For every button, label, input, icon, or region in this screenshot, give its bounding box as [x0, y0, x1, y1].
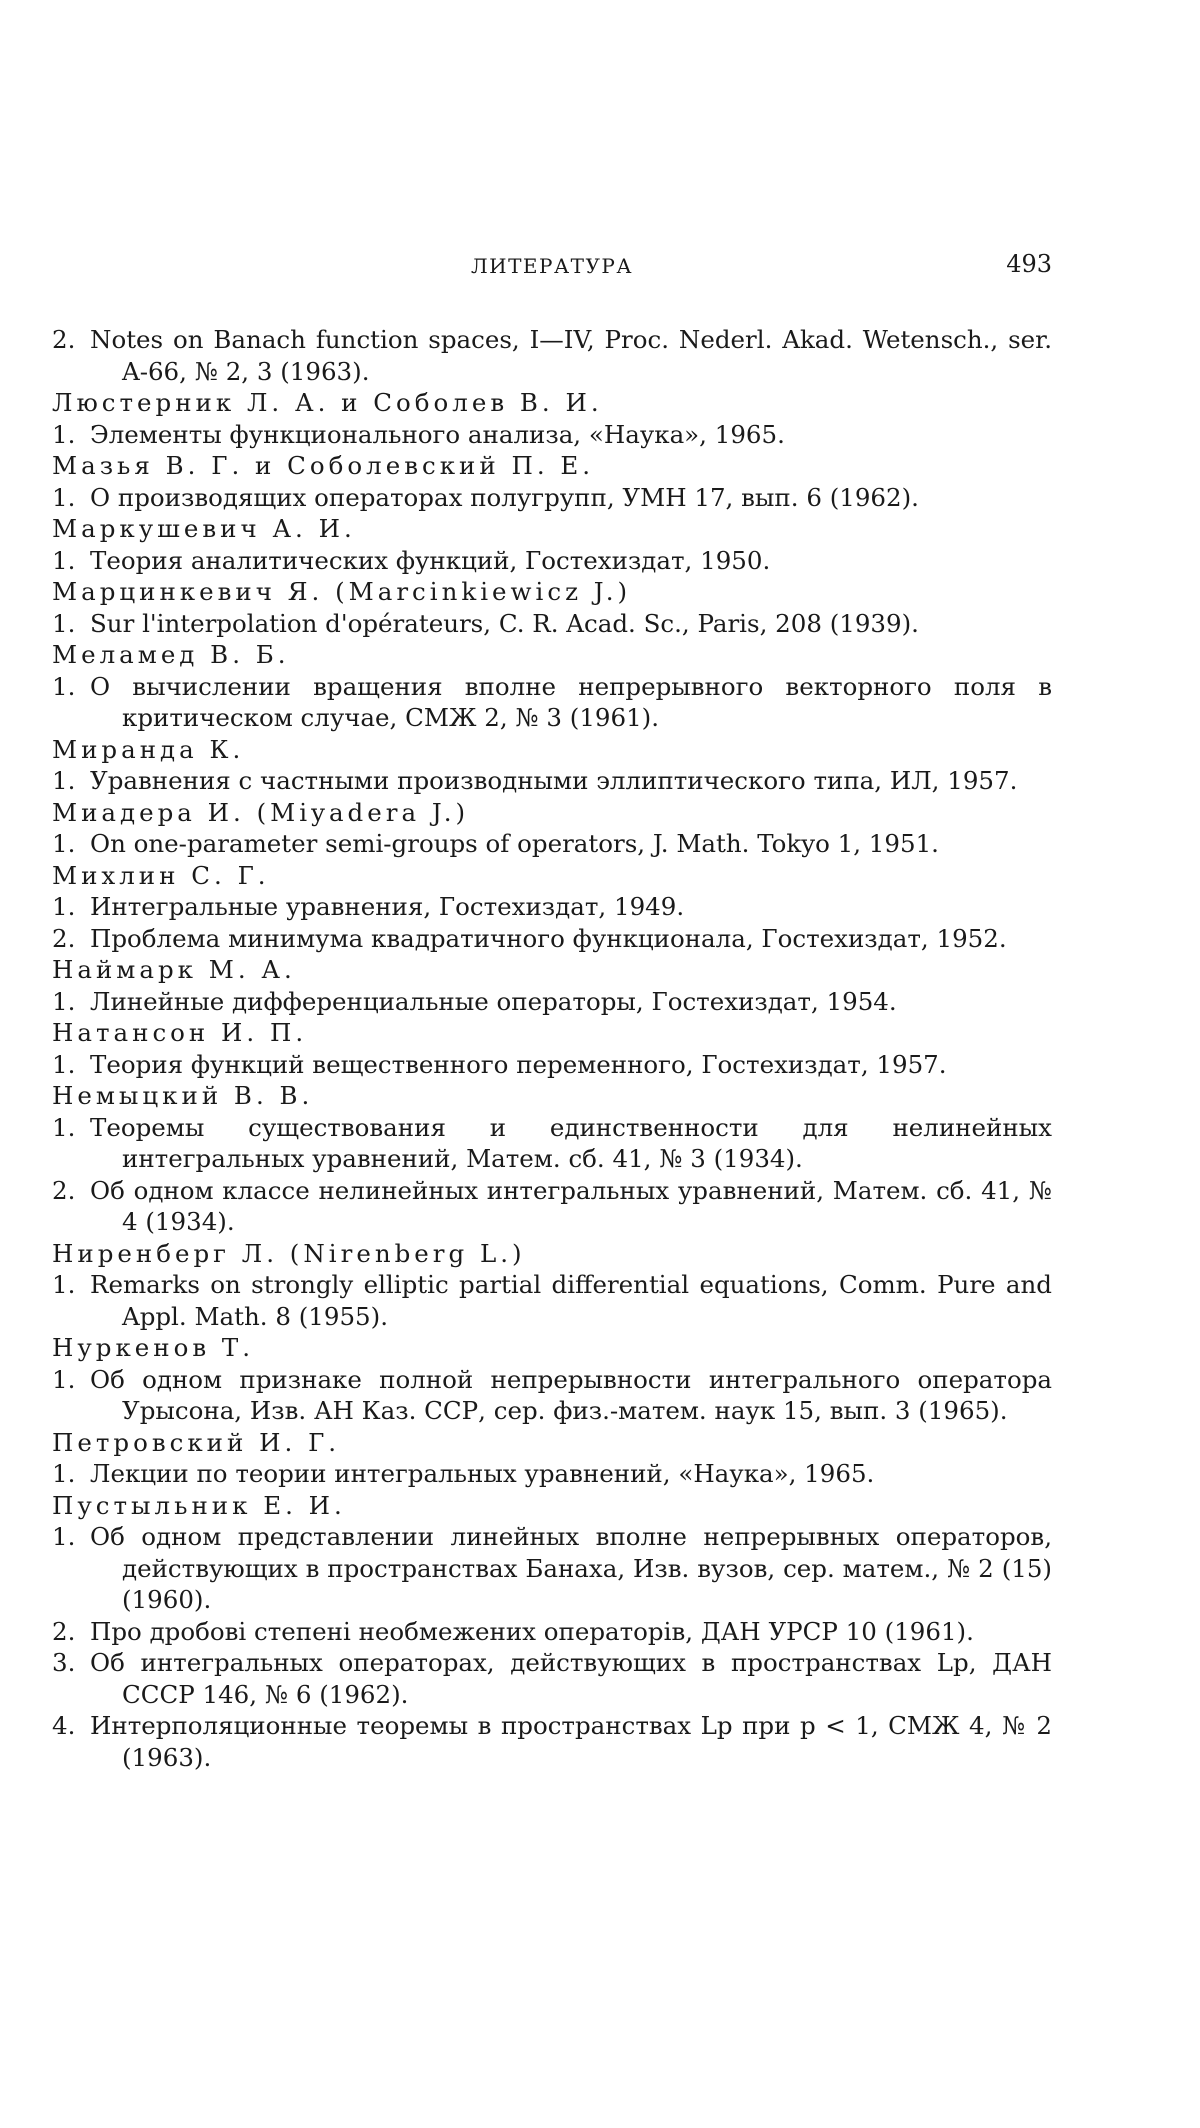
author-heading: Пустыльник Е. И. [52, 1490, 1052, 1522]
reference-item [52, 1710, 1052, 1773]
author-heading: Нуркенов Т. [52, 1332, 1052, 1364]
reference-text: О производящих операторах полугрупп, УМН 17, вып. 6 (1962). [90, 483, 919, 512]
reference-number: 1. [52, 1112, 90, 1144]
author-heading: Немыцкий В. В. [52, 1080, 1052, 1112]
page-number: 493 [1006, 250, 1052, 278]
author-heading: Маркушевич А. И. [52, 513, 1052, 545]
reference-item [52, 1364, 1052, 1427]
reference-text: Об интегральных операторах, действующих в пространствах Lp, ДАН СССР 146, № 6 (1962). [90, 1648, 1052, 1709]
reference-number: 1. [52, 419, 90, 451]
page-header [52, 250, 1052, 290]
reference-number: 1. [52, 765, 90, 797]
reference-number: 3. [52, 1647, 90, 1679]
reference-number: 1. [52, 891, 90, 923]
reference-number: 1. [52, 1049, 90, 1081]
reference-item [52, 891, 1052, 923]
reference-text: Об одном признаке полной непрерывности интегрального оператора Урысона, Изв. АН Каз. ССР, сер. физ.-матем. наук 15, вып. 3 (1965). [90, 1365, 1052, 1426]
reference-number: 1. [52, 608, 90, 640]
reference-item [52, 419, 1052, 451]
reference-text: Sur l'interpolation d'opérateurs, C. R. Acad. Sc., Paris, 208 (1939). [90, 609, 919, 638]
reference-number: 1. [52, 1364, 90, 1396]
reference-list [52, 324, 1052, 1773]
reference-text: Про дробові степені необмежених операторів, ДАН УРСР 10 (1961). [90, 1617, 974, 1646]
author-heading: Миадера И. (Miyadera J.) [52, 797, 1052, 829]
reference-number: 1. [52, 545, 90, 577]
reference-text: Теория функций вещественного переменного, Гостехиздат, 1957. [90, 1050, 947, 1079]
reference-text: On one-parameter semi-groups of operators, J. Math. Tokyo 1, 1951. [90, 829, 939, 858]
reference-item [52, 1458, 1052, 1490]
reference-item [52, 1175, 1052, 1238]
author-heading: Люстерник Л. А. и Соболев В. И. [52, 387, 1052, 419]
reference-number: 2. [52, 1616, 90, 1648]
reference-number: 2. [52, 1175, 90, 1207]
reference-item [52, 1112, 1052, 1175]
reference-item [52, 324, 1052, 387]
reference-item [52, 608, 1052, 640]
reference-text: Remarks on strongly elliptic partial differential equations, Comm. Pure and Appl. Math. 8 (1955). [90, 1270, 1052, 1331]
reference-text: Интерполяционные теоремы в пространствах Lp при p < 1, СМЖ 4, № 2 (1963). [90, 1711, 1052, 1772]
reference-item [52, 1521, 1052, 1616]
author-heading: Меламед В. Б. [52, 639, 1052, 671]
reference-number: 1. [52, 482, 90, 514]
reference-text: О вычислении вращения вполне непрерывного векторного поля в критическом случае, СМЖ 2, № 3 (1961). [90, 672, 1052, 733]
reference-number: 1. [52, 828, 90, 860]
reference-item [52, 1647, 1052, 1710]
reference-item [52, 1616, 1052, 1648]
reference-item [52, 986, 1052, 1018]
reference-text: Элементы функционального анализа, «Наука», 1965. [90, 420, 785, 449]
reference-item [52, 923, 1052, 955]
author-heading: Петровский И. Г. [52, 1427, 1052, 1459]
reference-text: Notes on Banach function spaces, I—IV, Proc. Nederl. Akad. Wetensch., ser. A-66, № 2, 3 (1963). [90, 325, 1052, 386]
reference-item [52, 828, 1052, 860]
author-heading: Мазья В. Г. и Соболевский П. Е. [52, 450, 1052, 482]
reference-text: Теоремы существования и единственности для нелинейных интегральных уравнений, Матем. сб. 41, № 3 (1934). [90, 1113, 1052, 1174]
author-heading: Наймарк М. А. [52, 954, 1052, 986]
reference-item [52, 1269, 1052, 1332]
reference-item [52, 545, 1052, 577]
running-title: ЛИТЕРАТУРА [52, 254, 1052, 278]
reference-text: Теория аналитических функций, Гостехиздат, 1950. [90, 546, 770, 575]
author-heading: Михлин С. Г. [52, 860, 1052, 892]
reference-text: Об одном представлении линейных вполне непрерывных операторов, действующих в пространствах Банаха, Изв. вузов, сер. матем., № 2 (15) (1960). [90, 1522, 1052, 1614]
reference-number: 2. [52, 923, 90, 955]
reference-number: 1. [52, 1521, 90, 1553]
reference-item [52, 765, 1052, 797]
reference-number: 1. [52, 1458, 90, 1490]
reference-item [52, 482, 1052, 514]
bibliography-page [52, 250, 1052, 1773]
author-heading: Миранда К. [52, 734, 1052, 766]
reference-number: 1. [52, 671, 90, 703]
reference-text: Лекции по теории интегральных уравнений, «Наука», 1965. [90, 1459, 874, 1488]
reference-item [52, 671, 1052, 734]
reference-text: Линейные дифференциальные операторы, Гостехиздат, 1954. [90, 987, 897, 1016]
reference-text: Об одном классе нелинейных интегральных уравнений, Матем. сб. 41, № 4 (1934). [90, 1176, 1052, 1237]
reference-text: Интегральные уравнения, Гостехиздат, 1949. [90, 892, 684, 921]
reference-item [52, 1049, 1052, 1081]
reference-number: 1. [52, 986, 90, 1018]
reference-number: 1. [52, 1269, 90, 1301]
author-heading: Натансон И. П. [52, 1017, 1052, 1049]
reference-text: Уравнения с частными производными эллиптического типа, ИЛ, 1957. [90, 766, 1017, 795]
author-heading: Марцинкевич Я. (Marcinkiewicz J.) [52, 576, 1052, 608]
reference-number: 2. [52, 324, 90, 356]
reference-text: Проблема минимума квадратичного функционала, Гостехиздат, 1952. [90, 924, 1007, 953]
reference-number: 4. [52, 1710, 90, 1742]
author-heading: Ниренберг Л. (Nirenberg L.) [52, 1238, 1052, 1270]
